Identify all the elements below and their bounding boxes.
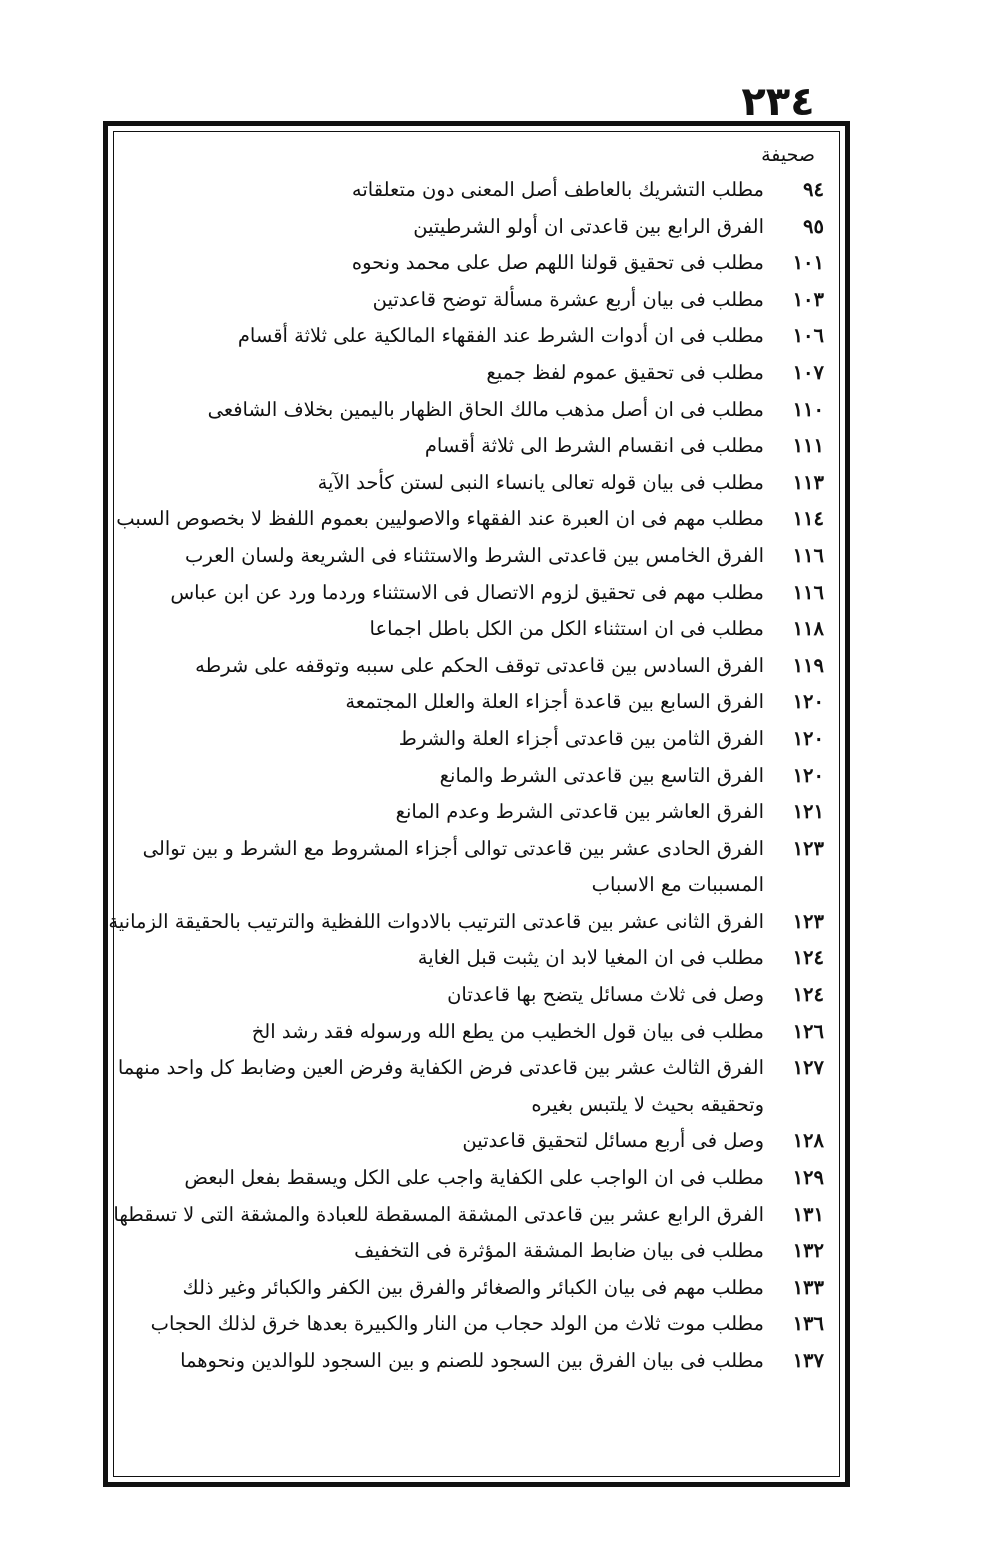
toc-entry-page-number: ١٢٣ [792,909,824,933]
toc-entry-page-number: ١٢٨ [792,1129,824,1153]
toc-entry-title: الفرق العاشر بين قاعدتى الشرط وعدم المانع [395,800,764,824]
toc-entry [112,758,832,795]
toc-entry [112,1123,832,1160]
toc-entry [112,538,832,575]
toc-entry-title: مطلب فى بيان الفرق بين السجود للصنم و بين السجود للوالدين ونحوهما [180,1349,764,1372]
column-header-page: صحيفة [761,144,815,166]
toc-entry [112,465,832,502]
toc-entry [112,794,832,831]
toc-entry-page-number: ١٢٠ [792,726,824,750]
toc-entry-title: الفرق الحادى عشر بين قاعدتى توالى أجزاء المشروط مع الشرط و بين توالى المسببات مع الاسباب [142,836,764,897]
toc-entry-page-number: ١٠٧ [792,360,824,384]
toc-entry [112,611,832,648]
toc-entry-title: مطلب مهم فى ان العبرة عند الفقهاء والاصوليين بعموم اللفظ لا بخصوص السبب [116,507,764,531]
toc-entry [112,1233,832,1270]
toc-entry-page-number: ١٢٠ [792,763,824,787]
toc-entry [112,721,832,758]
toc-entry [112,684,832,721]
toc-entry-page-number: ١٢٦ [792,1019,824,1043]
toc-entry [108,904,832,941]
toc-entry [112,1050,832,1123]
toc-entry [112,245,832,282]
toc-entry [112,940,832,977]
toc-entry [112,1014,832,1051]
toc-entry-page-number: ٩٤ [803,178,824,201]
toc-entry [112,977,832,1014]
toc-entry [112,1270,832,1307]
toc-entry-page-number: ١٢٠ [792,690,824,714]
toc-entry-page-number: ٩٥ [803,214,824,238]
toc-entry-title: الفرق الرابع عشر بين قاعدتى المشقة المسقطة للعبادة والمشقة التى لا تسقطها [113,1202,764,1226]
toc-entry-page-number: ١٢١ [792,800,824,824]
toc-entry [112,172,832,209]
toc-entry-page-number: ١٣١ [792,1202,824,1226]
toc-entry-page-number: ١١١ [792,434,824,458]
toc-entry-page-number: ١٠٣ [792,287,824,311]
toc-entry-title: الفرق الثامن بين قاعدتى أجزاء العلة والشرط [398,726,764,750]
toc-entry-title: الفرق الخامس بين قاعدتى الشرط والاستثناء فى الشريعة ولسان العرب [185,543,764,567]
toc-entry [112,575,832,612]
toc-entry-title: مطلب فى ان استثناء الكل من الكل باطل اجماعا [369,617,764,641]
toc-entry-title: الفرق الثانى عشر بين قاعدتى الترتيب بالادوات اللفظية والترتيب بالحقيقة الزمانية [108,909,764,933]
toc-entry [112,209,832,246]
toc-entry-title: الفرق التاسع بين قاعدتى الشرط والمانع [439,763,764,787]
toc-entry [112,648,832,685]
toc-entry-title: الفرق السادس بين قاعدتى توقف الحكم على سببه وتوقفه على شرطه [195,653,764,677]
toc-entry-page-number: ١١٨ [792,617,824,641]
toc-entry-page-number: ١٣٧ [792,1349,824,1372]
toc-entry-title: مطلب موت ثلاث من الولد حجاب من النار والكبيرة بعدها خرق لذلك الحجاب [150,1312,764,1336]
toc-entry [112,428,832,465]
toc-entry-page-number: ١١٩ [792,653,824,677]
toc-entry [112,392,832,429]
toc-entry-title: وصل فى أربع مسائل لتحقيق قاعدتين [462,1129,764,1153]
toc-entry [112,1343,832,1380]
toc-entry [112,318,832,355]
toc-entry-title: مطلب فى ان أدوات الشرط عند الفقهاء المالكية على ثلاثة أقسام [237,324,764,348]
toc-entry-page-number: ١١٣ [792,470,824,494]
toc-entry-title: مطلب فى بيان قوله تعالى يانساء النبى لستن كأحد الآية [317,470,764,494]
toc-entry-title: مطلب فى تحقيق قولنا اللهم صل على محمد ونحوه [351,251,764,275]
toc-entry-page-number: ١١٠ [792,397,824,421]
toc-entry-title: مطلب فى ان المغيا لابد ان يثبت قبل الغاية [417,946,764,970]
toc-entry-page-number: ١٣٣ [792,1275,824,1299]
toc-entry-title: مطلب مهم فى تحقيق لزوم الاتصال فى الاستثناء وردما ورد عن ابن عباس [170,580,764,604]
toc-entry-title: الفرق الرابع بين قاعدتى ان أولو الشرطيتين [413,214,764,238]
toc-entry-title: مطلب فى بيان قول الخطيب من يطع الله ورسوله فقد رشد الخ [251,1019,764,1043]
toc-entry-title: مطلب فى انقسام الشرط الى ثلاثة أقسام [424,434,764,458]
toc-entry-title: الفرق السابع بين قاعدة أجزاء العلة والعلل المجتمعة [345,690,764,714]
toc-entry-page-number: ١٣٦ [792,1312,824,1336]
toc-entry-page-number: ١٠١ [792,251,824,275]
toc-entry-page-number: ١١٦ [792,580,824,604]
toc-entry-page-number: ١١٦ [792,543,824,567]
toc-entry-title: مطلب فى ان الواجب على الكفاية واجب على الكل ويسقط بفعل البعض [184,1166,764,1190]
toc-entry-title: مطلب فى ان أصل مذهب مالك الحاق الظهار باليمين بخلاف الشافعى [207,397,764,421]
toc-entry-page-number: ١٣٢ [792,1239,824,1263]
toc-entry-page-number: ١٢٧ [792,1056,824,1080]
toc-entry-title: مطلب التشريك بالعاطف أصل المعنى دون متعلقاته [351,178,764,201]
toc-entry-page-number: ١٢٩ [792,1166,824,1190]
toc-entry-title: مطلب فى تحقيق عموم لفظ جميع [486,360,764,384]
toc-entry-title: وصل فى ثلاث مسائل يتضح بها قاعدتان [447,983,764,1007]
toc-entry-title: مطلب مهم فى بيان الكبائر والصغائر والفرق بين الكفر والكبائر وغير ذلك [182,1275,764,1299]
toc-entry [112,355,832,392]
toc-entry [112,1306,832,1343]
toc-entry [112,831,832,904]
table-of-contents [108,172,832,1380]
page-number: ٢٣٤ [741,79,815,125]
toc-entry-page-number: ١٢٤ [792,946,824,970]
toc-entry-page-number: ١٠٦ [792,324,824,348]
toc-entry-page-number: ١١٤ [792,507,824,531]
toc-entry-title: مطلب فى بيان ضابط المشقة المؤثرة فى التخفيف [354,1239,764,1263]
toc-entry-title: مطلب فى بيان أربع عشرة مسألة توضح قاعدتين [372,287,764,311]
toc-entry [112,1160,832,1197]
toc-entry-page-number: ١٢٤ [792,983,824,1007]
toc-entry-title: الفرق الثالث عشر بين قاعدتى فرض الكفاية وفرض العين وضابط كل واحد منهما وتحقيقه بحيث لا يلتبس بغيره [117,1056,764,1116]
toc-entry [112,282,832,319]
toc-entry [112,501,832,538]
toc-entry [112,1197,832,1234]
toc-entry-page-number: ١٢٣ [792,836,824,860]
